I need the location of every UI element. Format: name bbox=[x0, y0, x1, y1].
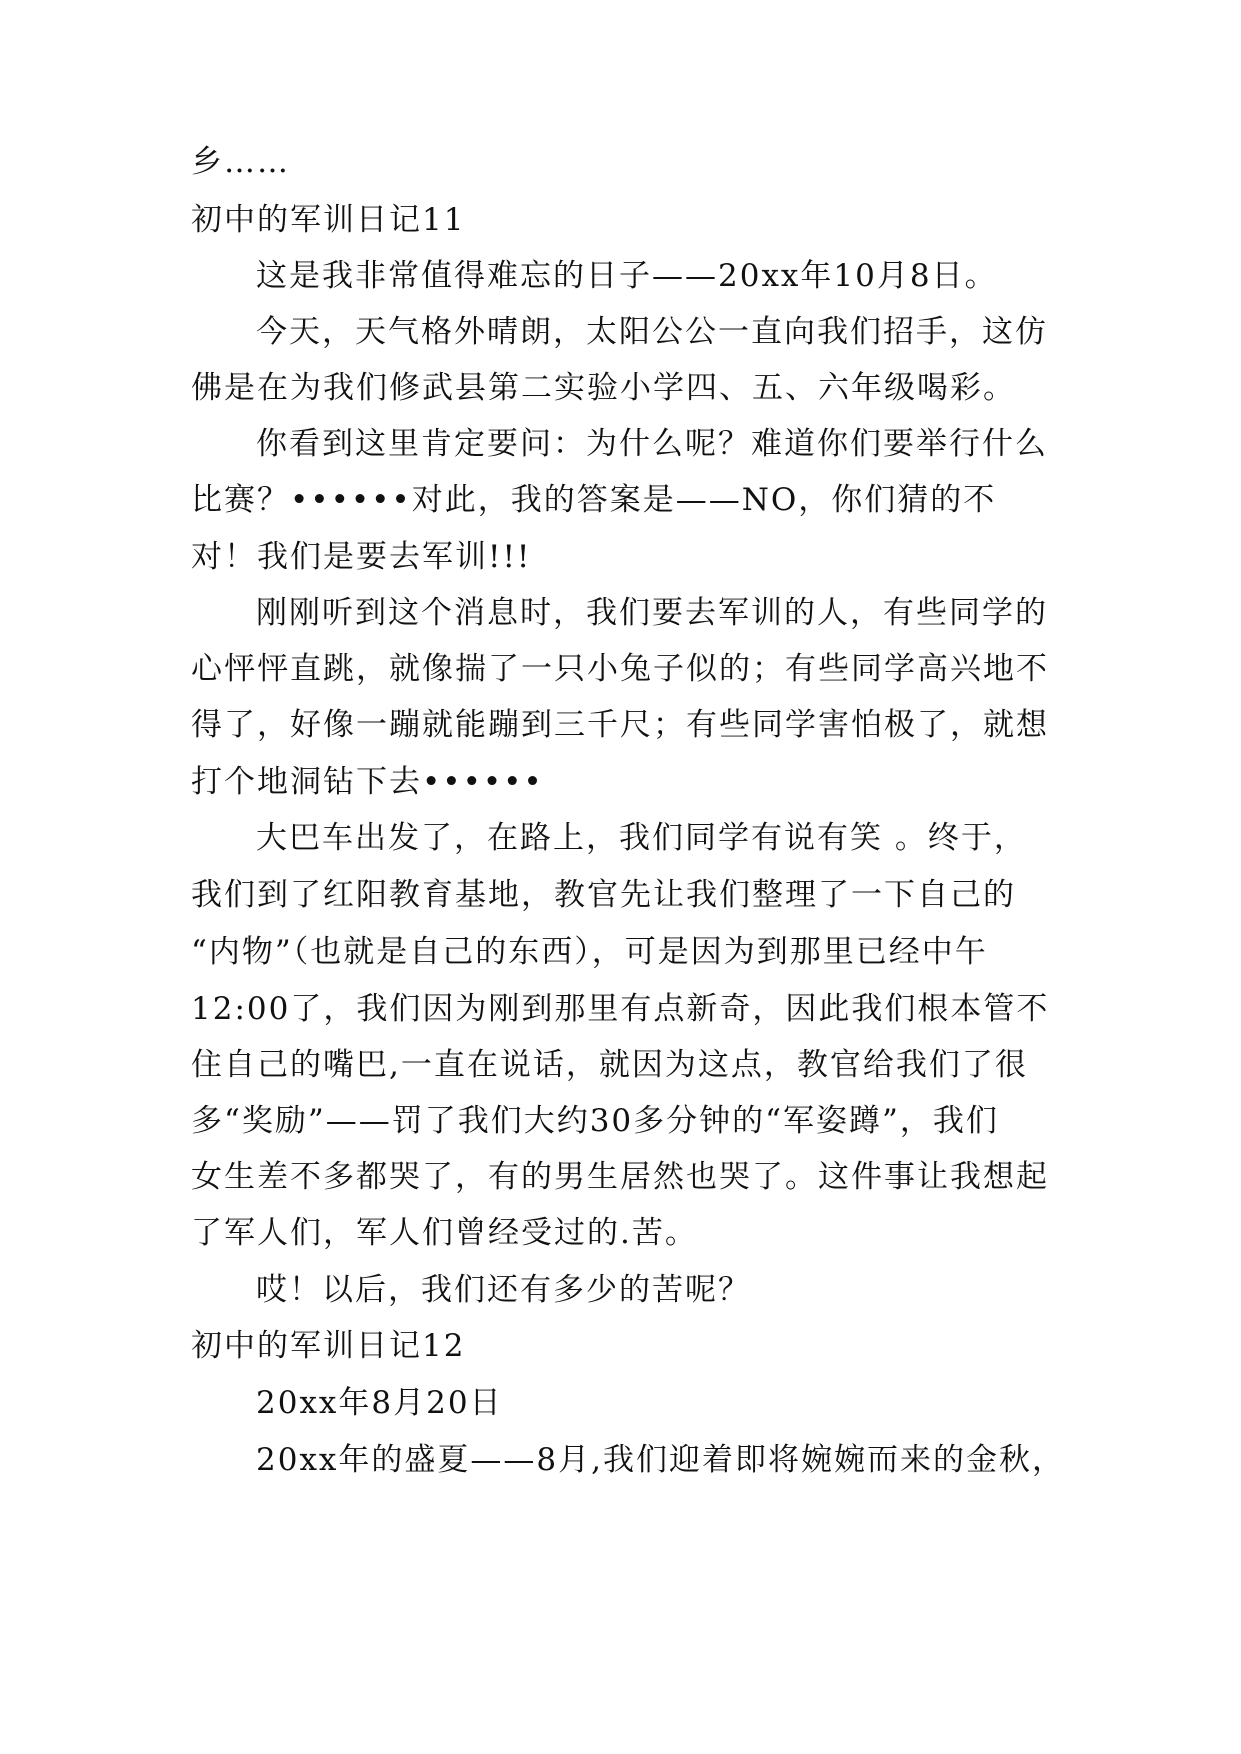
paragraph-line: 对！我们是要去军训!!! bbox=[191, 539, 532, 575]
section-title-12: 初中的军训日记12 bbox=[191, 1328, 466, 1364]
paragraph-line: 哎！以后，我们还有多少的苦呢？ bbox=[256, 1272, 751, 1308]
paragraph-line: 大巴车出发了，在路上，我们同学有说有笑 。终于， bbox=[256, 820, 1027, 856]
section-title-11: 初中的军训日记11 bbox=[191, 202, 466, 238]
paragraph-line: 了军人们，军人们曾经受过的.苦。 bbox=[191, 1215, 698, 1251]
paragraph-line: 12:00了，我们因为刚到那里有点新奇，因此我们根本管不 bbox=[191, 991, 1050, 1027]
paragraph-line: 我们到了红阳教育基地，教官先让我们整理了一下自己的 bbox=[191, 877, 1016, 913]
paragraph-line: 住自己的嘴巴,一直在说话，就因为这点，教官给我们了很 bbox=[191, 1047, 1028, 1083]
paragraph-line: 心怦怦直跳，就像揣了一只小兔子似的；有些同学高兴地不 bbox=[191, 651, 1049, 687]
paragraph-line: 女生差不多都哭了，有的男生居然也哭了。这件事让我想起 bbox=[191, 1159, 1049, 1195]
paragraph-line: 佛是在为我们修武县第二实验小学四、五、六年级喝彩。 bbox=[191, 370, 1016, 406]
paragraph-line: 今天，天气格外晴朗，太阳公公一直向我们招手，这仿 bbox=[256, 314, 1048, 350]
paragraph-line: 刚刚听到这个消息时，我们要去军训的人，有些同学的 bbox=[256, 595, 1048, 631]
paragraph-line: 打个地洞钻下去•••••• bbox=[191, 764, 544, 800]
paragraph-line: 20xx年的盛夏——8月,我们迎着即将婉婉而来的金秋， bbox=[256, 1442, 1065, 1478]
paragraph-line: 得了，好像一蹦就能蹦到三千尺；有些同学害怕极了，就想 bbox=[191, 707, 1049, 743]
date-line: 20xx年8月20日 bbox=[256, 1385, 503, 1421]
paragraph-line: 你看到这里肯定要问：为什么呢？难道你们要举行什么 bbox=[256, 426, 1048, 462]
paragraph-line: 这是我非常值得难忘的日子——20xx年10月8日。 bbox=[256, 258, 998, 294]
paragraph-line: “内物”（也就是自己的东西），可是因为到那里已经中午 bbox=[191, 934, 988, 970]
text-line-continuation: 乡…… bbox=[191, 144, 290, 180]
paragraph-line: 比赛？••••••对此，我的答案是——NO，你们猜的不 bbox=[191, 482, 997, 518]
paragraph-line: 多“奖励”——罚了我们大约30多分钟的“军姿蹲”，我们 bbox=[191, 1103, 999, 1139]
